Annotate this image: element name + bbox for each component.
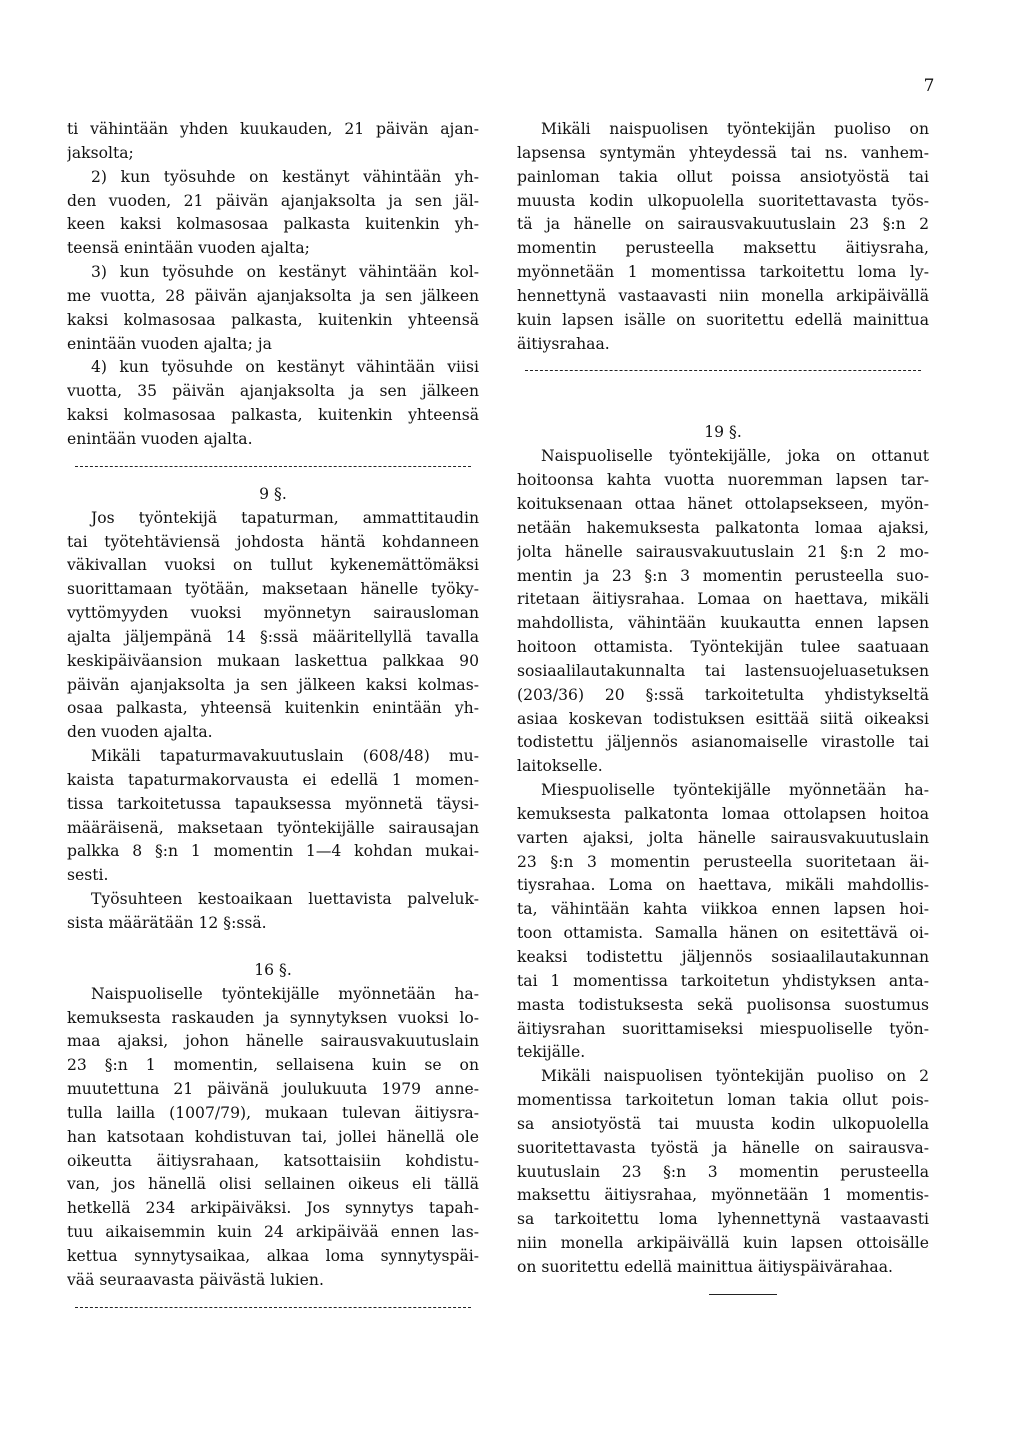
section-heading-19: 19 §. [704, 423, 742, 442]
text-line: palkka 8 §:n 1 momentin 1—4 kohdan mukai- [67, 842, 479, 861]
text-line: kuin lapsen isälle on suoritettu edellä mainittua [517, 310, 929, 329]
text-line: painloman takia ollut poissa ansiotyöstä tai [517, 167, 929, 186]
text-line: vää seuraavasta päivästä lukien. [67, 1270, 324, 1289]
text-line: sesti. [67, 866, 109, 885]
text-line: me vuotta, 28 päivän ajanjaksolta ja sen jälkeen [67, 286, 479, 305]
text-line: maa ajaksi, johon hänelle sairausvakuutuslain [67, 1032, 479, 1051]
text-line: kemuksesta palkatonta lomaa ottolapsen hoitoa [517, 804, 929, 823]
text-line: enintään vuoden ajalta. [67, 429, 253, 448]
text-line: momentissa tarkoitetun loman takia ollut pois- [517, 1091, 929, 1110]
text-line: määräisenä, maksetaan työntekijälle sairausajan [67, 818, 479, 837]
left-column [67, 118, 479, 1324]
text-line: Jos työntekijä tapaturman, ammattitaudin [91, 508, 479, 527]
text-line: laitokselle. [517, 757, 603, 776]
text-line: toon ottamista. Samalla hänen on esitettävä oi- [517, 924, 929, 943]
text-line: äitiysrahaa. [517, 334, 610, 353]
end-rule [709, 1294, 777, 1296]
text-line: han katsotaan kohdistuvan tai, jollei hänellä ole [67, 1127, 479, 1146]
text-line: tai 1 momentissa tarkoitetun yhdistyksen anta- [517, 971, 929, 990]
section-heading-16: 16 §. [254, 960, 292, 979]
text-line: varten ajaksi, jolta hänelle sairausvakuutuslain [517, 828, 929, 847]
text-line: suoritettavasta työstä ja hänelle on sairausva- [517, 1138, 929, 1157]
text-line: vuotta, 35 päivän ajanjaksolta ja sen jälkeen [67, 382, 479, 401]
right-block-2 [517, 445, 929, 1280]
text-line: van, jos hänellä olisi sellainen oikeus eli tällä [67, 1175, 479, 1194]
text-line: mahdollista, vähintään kuukautta ennen lapsen [517, 614, 929, 633]
text-line: sa ansiotyöstä tai muusta kodin ulkopuolella [517, 1114, 929, 1133]
text-line: suorittamaan työtään, maksetaan hänelle työky- [67, 580, 479, 599]
text-line: 4) kun työsuhde on kestänyt vähintään viisi [91, 358, 479, 377]
text-line: kaksi kolmasosaa palkasta, kuitenkin yhteensä [67, 310, 479, 329]
text-line: 2) kun työsuhde on kestänyt vähintään yh- [91, 167, 479, 186]
text-line: hetkellä 234 arkipäiväksi. Jos synnytys tapah- [67, 1199, 479, 1218]
text-line: maksettu äitiysrahaa, myönnetään 1 momentis- [517, 1186, 929, 1205]
text-line: osaa palkasta, yhteensä kuitenkin enintään yh- [67, 699, 479, 718]
text-line: lapsensa syntymän yhteydessä tai ns. vanhem- [517, 143, 929, 162]
text-line: hoitoonsa kahta vuotta nuoremman lapsen tar- [517, 471, 929, 490]
text-line: sosiaalilautakunnalta tai lastensuojeluasetuksen [517, 661, 929, 680]
text-line: Miespuoliselle työntekijälle myönnetään ha- [541, 781, 929, 800]
text-line: kaista tapaturmakorvausta ei edellä 1 momen- [67, 770, 479, 789]
text-line: den vuoden ajalta. [67, 723, 213, 742]
text-line: tiysrahaa. Loma on haettava, mikäli mahdollis- [517, 876, 929, 895]
section-heading-9: 9 §. [259, 484, 287, 503]
text-line: väkivallan vuoksi on tullut kykenemättömäksi [67, 556, 479, 575]
text-line: Mikäli naispuolisen työntekijän puoliso on [541, 120, 929, 138]
text-line: koituksenaan ottaa hänet ottolapsekseen, myön- [517, 494, 929, 513]
text-line: (203/36) 20 §:ssä tarkoitetulta yhdistykseltä [517, 685, 929, 704]
text-line: tekijälle. [517, 1043, 586, 1062]
text-line: vyttömyyden vuoksi myönnetyn sairausloman [67, 604, 479, 623]
text-line: masta todistuksesta sekä puolisonsa suostumus [517, 995, 929, 1014]
text-line: Työsuhteen kestoaikaan luettavista palveluk- [91, 890, 479, 909]
text-line: enintään vuoden ajalta; ja [67, 334, 272, 353]
text-line: todistettu jäljennös asianomaiselle virastolle tai [517, 733, 929, 752]
text-line: 23 §:n 1 momentin, sellaisena kuin se on [67, 1056, 479, 1075]
section-divider [75, 1307, 471, 1309]
text-line: niin monella arkipäivällä kuin lapsen ottoisälle [517, 1234, 929, 1253]
right-block-1 [517, 118, 929, 356]
text-line: Mikäli tapaturmavakuutuslain (608/48) mu- [91, 747, 479, 766]
text-line: keaksi todistettu jäljennös sosiaalilautakunnan [517, 948, 929, 966]
right-column [517, 118, 929, 1296]
text-line: asiaa koskevan todistuksen esittää siitä oikeaksi [517, 709, 929, 728]
text-line: muutettuna 21 päivänä joulukuuta 1979 anne- [67, 1080, 479, 1099]
text-line: kettua synnytysaikaa, alkaa loma synnytyspäi- [67, 1246, 479, 1265]
text-line: tulla lailla (1007/79), mukaan tulevan äitiysra- [67, 1103, 479, 1122]
text-line: tissa tarkoitetussa tapauksessa myönnetä täysi- [67, 794, 479, 813]
text-line: on suoritettu edellä mainittua äitiyspäivärahaa. [517, 1257, 893, 1276]
text-line: ti vähintään yhden kuukauden, 21 päivän ajan- [67, 120, 479, 138]
text-line: sa tarkoitettu loma lyhennettynä vastaavasti [517, 1210, 929, 1229]
text-line: kaksi kolmasosaa palkasta, kuitenkin yhteensä [67, 406, 479, 425]
text-line: ta, vähintään kahta viikkoa ennen lapsen hoi- [517, 900, 929, 919]
section-divider [75, 466, 471, 468]
text-line: kemuksesta raskauden ja synnytyksen vuoksi lo- [67, 1008, 479, 1027]
text-line: mentin ja 23 §:n 3 momentin perusteella suo- [517, 566, 929, 585]
text-line: tuu aikaisemmin kuin 24 arkipäivää ennen las- [67, 1223, 479, 1242]
text-line: sista määrätään 12 §:ssä. [67, 914, 267, 932]
page-number: 7 [923, 76, 935, 96]
text-line: jaksolta; [67, 143, 134, 162]
text-line: kuutuslain 23 §:n 3 momentin perusteella [517, 1162, 929, 1181]
left-block-2 [67, 507, 479, 936]
text-line: äitiysrahan suorittamiseksi miespuoliselle työn- [517, 1019, 929, 1038]
text-line: oikeutta äitiysrahaan, katsottaisiin kohdistu- [67, 1151, 479, 1170]
text-line: jolta hänelle sairausvakuutuslain 21 §:n 2 mo- [517, 542, 929, 561]
text-line: ritetaan äitiysrahaa. Lomaa on haettava, mikäli [517, 590, 929, 609]
text-line: keskipäiväansion mukaan laskettua palkkaa 90 [67, 651, 479, 670]
text-line: Naispuoliselle työntekijälle myönnetään ha- [91, 984, 479, 1003]
section-divider [525, 370, 921, 372]
text-line: teensä enintään vuoden ajalta; [67, 239, 310, 258]
left-block-3 [67, 983, 479, 1293]
text-line: tai työtehtäviensä johdosta häntä kohdanneen [67, 532, 479, 551]
text-line: den vuoden, 21 päivän ajanjaksolta ja sen jäl- [67, 191, 479, 210]
text-line: hennettynä vastaavasti niin monella arkipäivällä [517, 286, 929, 305]
text-line: Mikäli naispuolisen työntekijän puoliso on 2 [541, 1067, 929, 1086]
text-line: momentin perusteella maksettu äitiysraha, [517, 239, 929, 258]
text-line: myönnetään 1 momentissa tarkoitettu loma ly- [517, 263, 929, 282]
text-line: päivän ajanjaksolta ja sen jälkeen kaksi kolmas- [67, 675, 479, 694]
text-line: keen kaksi kolmasosaa palkasta kuitenkin yh- [67, 215, 479, 234]
text-line: muusta kodin ulkopuolella suoritettavasta työs- [517, 191, 929, 210]
text-line: tä ja hänelle on sairausvakuutuslain 23 §:n 2 [517, 215, 929, 234]
text-line: hoitoon ottamista. Työntekijän tulee saatuaan [517, 638, 929, 657]
left-block-1 [67, 118, 479, 452]
text-line: Naispuoliselle työntekijälle, joka on ottanut [541, 447, 929, 466]
text-line: 3) kun työsuhde on kestänyt vähintään kol- [91, 263, 479, 282]
text-line: 23 §:n 3 momentin perusteella suoritetaan äi- [517, 852, 929, 871]
text-line: netään hakemuksesta palkatonta lomaa ajaksi, [517, 518, 929, 537]
text-line: ajalta jäljempänä 14 §:ssä määritellyllä tavalla [67, 627, 479, 646]
